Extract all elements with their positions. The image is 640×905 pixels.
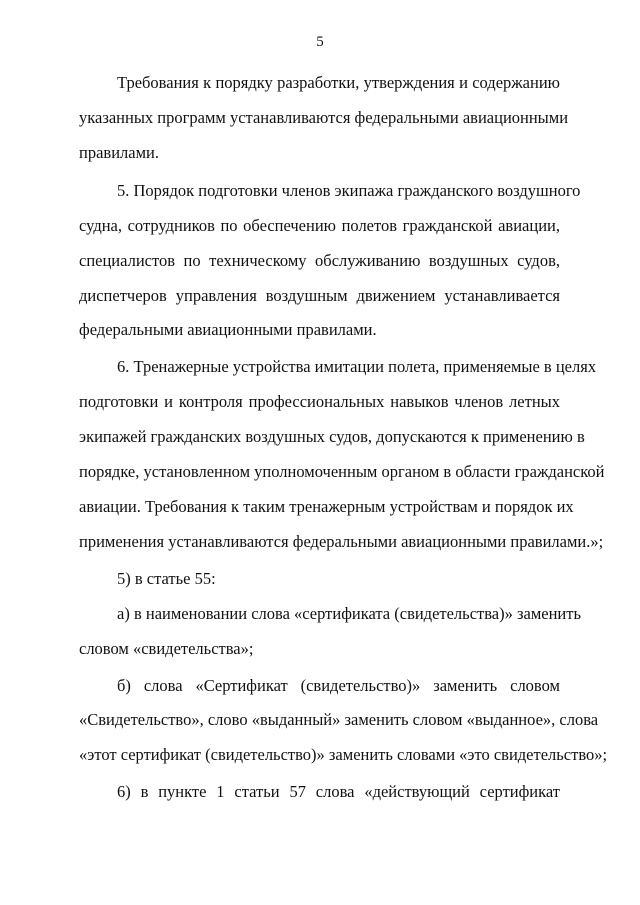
- text-line: б) слова «Сертификат (свидетельство)» заменить словом: [117, 676, 560, 695]
- text-line: федеральными авиационными правилами.: [79, 320, 377, 339]
- text-line: 6. Тренажерные устройства имитации полета, применяемые в целях: [117, 357, 597, 376]
- text-line: 5) в статье 55:: [117, 569, 216, 588]
- text-line: подготовки и контроля профессиональных навыков членов летных: [79, 392, 560, 411]
- text-line: «этот сертификат (свидетельство)» заменить словами «это свидетельство»;: [79, 745, 608, 764]
- text-line: судна, сотрудников по обеспечению полетов гражданской авиации,: [79, 216, 560, 235]
- text-line: применения устанавливаются федеральными авиационными правилами.»;: [79, 532, 604, 551]
- text-line: Требования к порядку разработки, утверждения и содержанию: [117, 73, 560, 92]
- text-line: словом «свидетельства»;: [79, 639, 254, 658]
- text-line: авиации. Требования к таким тренажерным устройствам и порядок их: [79, 497, 574, 516]
- text-line: 5. Порядок подготовки членов экипажа гражданского воздушного: [117, 181, 581, 200]
- page-number: 5: [316, 34, 324, 50]
- text-line: диспетчеров управления воздушным движением устанавливается: [79, 286, 560, 305]
- text-line: порядке, установленном уполномоченным органом в области гражданской: [79, 462, 605, 481]
- text-line: а) в наименовании слова «сертификата (свидетельства)» заменить: [117, 604, 581, 623]
- text-line: указанных программ устанавливаются федеральными авиационными: [79, 108, 569, 127]
- text-line: 6) в пункте 1 статьи 57 слова «действующий сертификат: [117, 782, 560, 801]
- text-line: экипажей гражданских воздушных судов, допускаются к применению в: [79, 427, 585, 446]
- text-line: «Свидетельство», слово «выданный» заменить словом «выданное», слова: [79, 710, 599, 729]
- text-line: специалистов по техническому обслуживанию воздушных судов,: [79, 251, 560, 270]
- text-line: правилами.: [79, 143, 159, 162]
